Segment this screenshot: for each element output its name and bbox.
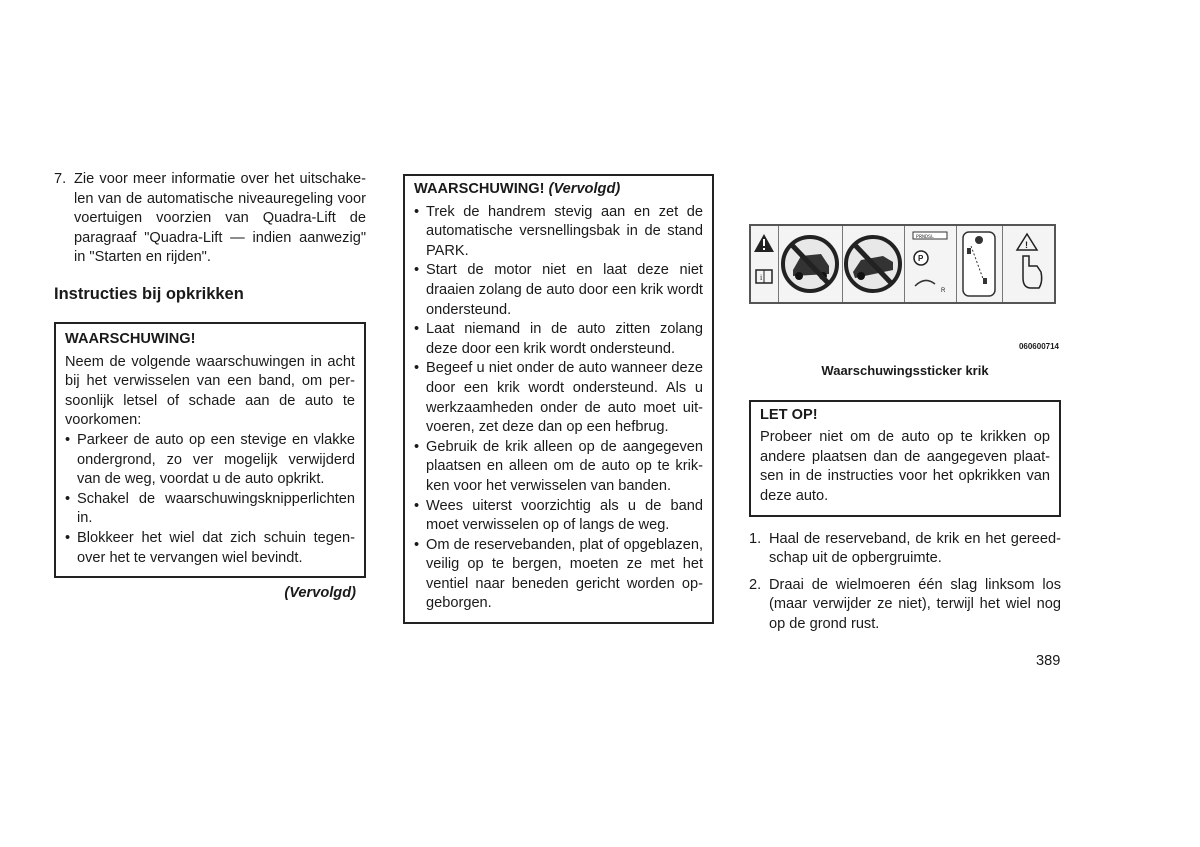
bullet-dot-icon: • [65, 431, 71, 448]
bullet-text: Wees uiterst voorzichtig als u de band moet verwisselen op of langs de weg. [426, 497, 703, 534]
continued-label: (Vervolgd) [284, 585, 356, 602]
warning-bullet [414, 359, 703, 437]
list-item-number: 7. [54, 171, 67, 187]
jack-point-diagram-icon [957, 226, 1001, 302]
warning-continued-label: (Vervolgd) [548, 181, 621, 197]
warning-bullet [65, 529, 355, 568]
step-number: 1. [749, 530, 762, 547]
warning-bullet-list [65, 431, 355, 568]
no-car-on-jack-icon [843, 226, 903, 302]
warning-bullet [414, 497, 703, 536]
svg-text:PRNDSL: PRNDSL [916, 234, 935, 240]
bullet-dot-icon: • [414, 321, 420, 338]
step-text: Haal de reserveband, de krik en het gereed-schap uit de opbergruimte. [769, 530, 1061, 567]
bullet-dot-icon: • [65, 529, 71, 546]
list-item-7 [54, 170, 366, 268]
warning-bullet-list [414, 203, 703, 614]
sticker-park-brake-cell [905, 226, 957, 302]
hand-warning-icon [1003, 226, 1052, 302]
warning-box-continued [403, 174, 714, 624]
warning-bullet [414, 203, 703, 262]
sticker-caption: Waarschuwingssticker krik [821, 363, 989, 378]
middle-column [403, 174, 714, 624]
warning-bullet [65, 431, 355, 490]
bullet-text: Gebruik de krik alleen op de aangegeven plaatsen en alleen om de auto op te krik-ken voor het verwisselen van banden. [426, 438, 703, 494]
bullet-text: Parkeer de auto op een stevige en vlakke ondergrond, zo ver mogelijk verwijderd van de weg, voordat u de auto opkrikt. [77, 431, 355, 488]
sticker-no-start-cell [843, 226, 905, 302]
step-number: 2. [749, 576, 762, 593]
bullet-text: Begeef u niet onder de auto wanneer deze door een krik wordt ondersteund. Als u werkzaamheden onder de auto moet uit-voeren, zet deze dan op een hefbrug. [426, 360, 703, 436]
step-item [749, 530, 1061, 569]
page-number: 389 [1036, 653, 1061, 669]
steps-list [749, 530, 1061, 635]
no-person-under-car-icon [779, 226, 841, 302]
bullet-dot-icon: • [414, 438, 420, 455]
bullet-text: Blokkeer het wiel dat zich schuin tegen-over het te vervangen wiel bevindt. [77, 529, 355, 566]
bullet-dot-icon: • [414, 536, 420, 553]
section-heading: Instructies bij opkrikken [54, 284, 244, 303]
warning-triangle-icon [751, 226, 777, 302]
bullet-dot-icon: • [414, 262, 420, 279]
step-text: Draai de wielmoeren één slag linksom los (maar verwijder ze niet), terwijl het wiel nog op de grond rust. [769, 576, 1061, 632]
warning-bullet [414, 320, 703, 359]
warning-title: WAARSCHUWING! [65, 330, 196, 347]
bullet-dot-icon: • [414, 203, 420, 220]
bullet-dot-icon: • [65, 490, 71, 507]
warning-box [54, 322, 366, 578]
right-column [749, 224, 1061, 642]
jack-warning-sticker [749, 224, 1056, 304]
bullet-text: Start de motor niet en laat deze niet draaien zolang de auto door een krik wordt ondersteund. [426, 262, 703, 318]
svg-text:!: ! [1025, 240, 1028, 250]
warning-title [414, 180, 703, 200]
caution-title: LET OP! [760, 406, 818, 423]
warning-bullet [65, 490, 355, 529]
sticker-code: 060600714 [1018, 342, 1059, 351]
bullet-dot-icon: • [414, 497, 420, 514]
list-item-text: Zie voor meer informatie over het uitschake-len van de automatische niveauregeling voor voertuigen voorzien van Quadra-Lift de paragraaf "Quadra-Lift — indien aanwezig" in "Starten en rijden". [74, 171, 366, 266]
bullet-dot-icon: • [414, 360, 420, 377]
caution-box [749, 400, 1061, 517]
sticker-warning-cell [751, 226, 779, 302]
left-column [54, 170, 366, 604]
sticker-jack-points-cell [957, 226, 1003, 302]
step-item [749, 576, 1061, 635]
svg-text:i: i [760, 273, 763, 282]
bullet-text: Om de reservebanden, plat of opgeblazen, veilig op te bergen, moeten ze met het ventiel naar beneden gericht worden op-geborgen. [426, 536, 703, 612]
warning-intro: Neem de volgende waarschuwingen in acht bij het verwisselen van een band, om per-soonlijk letsel of schade aan de auto te voorkomen: [65, 353, 355, 429]
sticker-read-manual-cell [1003, 226, 1054, 302]
warning-bullet [414, 536, 703, 614]
sticker-no-person-under-car-cell [779, 226, 843, 302]
sticker-r-label: R [941, 288, 946, 294]
bullet-text: Laat niemand in de auto zitten zolang deze door een krik wordt ondersteund. [426, 321, 703, 357]
bullet-text: Trek de handrem stevig aan en zet de automatische versnellingsbak in de stand PARK. [426, 203, 703, 259]
sticker-p-label: P [918, 254, 924, 263]
caution-text: Probeer niet om de auto op te krikken op andere plaatsen dan de aangegeven plaat-sen in de instructies voor het opkrikken van deze auto. [760, 429, 1050, 504]
warning-bullet [414, 261, 703, 320]
bullet-text: Schakel de waarschuwingsknipperlichten in. [77, 490, 355, 527]
warning-bullet [414, 438, 703, 497]
park-brake-icon [905, 226, 955, 302]
warning-title-text: WAARSCHUWING! [414, 181, 545, 197]
